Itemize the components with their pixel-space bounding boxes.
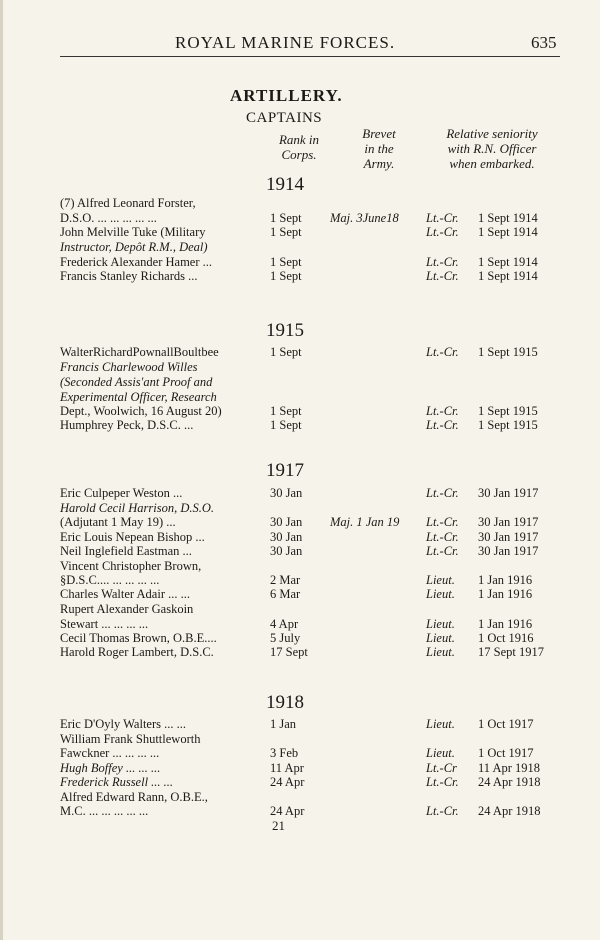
- running-header-title: ROYAL MARINE FORCES.: [175, 33, 396, 52]
- officer-name: WalterRichardPownallBoultbee: [60, 345, 219, 359]
- relative-rank: Lt.-Cr.: [426, 225, 459, 239]
- officer-name: John Melville Tuke (Military: [60, 225, 206, 239]
- year-heading: 1918: [266, 692, 304, 713]
- officer-name: Cecil Thomas Brown, O.B.E....: [60, 631, 217, 645]
- relative-date: 1 Sept 1914: [478, 211, 538, 225]
- relative-rank: Lt.-Cr.: [426, 530, 459, 544]
- relative-rank: Lieut.: [426, 746, 455, 760]
- rank-date: 2 Mar: [270, 573, 301, 587]
- relative-rank: Lt.-Cr.: [426, 418, 459, 432]
- rank-date: 30 Jan: [270, 515, 303, 529]
- section-title: ARTILLERY.: [230, 86, 343, 105]
- officer-name: Charles Walter Adair ... ...: [60, 587, 190, 601]
- rank-date: 1 Sept: [270, 225, 302, 239]
- officer-name: Frederick Russell ... ...: [60, 775, 174, 789]
- relative-date: 1 Sept 1915: [478, 345, 538, 359]
- column-header-rank: [268, 132, 330, 162]
- officer-name: (7) Alfred Leonard Forster,: [60, 196, 196, 210]
- relative-date: 1 Oct 1917: [478, 746, 534, 760]
- rank-date: 17 Sept: [270, 645, 308, 659]
- page-edge: [0, 0, 3, 940]
- relative-date: 24 Apr 1918: [478, 804, 541, 818]
- column-header-relative-line: Relative seniority: [446, 126, 538, 141]
- relative-rank: Lieut.: [426, 717, 455, 731]
- officer-name: (Adjutant 1 May 19) ...: [60, 515, 176, 529]
- officer-name: D.S.O. ... ... ... ... ...: [60, 211, 157, 225]
- relative-rank: Lt.-Cr.: [426, 775, 459, 789]
- relative-date: 1 Oct 1916: [478, 631, 534, 645]
- rank-date: 30 Jan: [270, 544, 303, 558]
- relative-rank: Lt.-Cr.: [426, 255, 459, 269]
- column-header-relative-line: when embarked.: [449, 156, 535, 171]
- rank-date: 4 Apr: [270, 617, 299, 631]
- relative-rank: Lt.-Cr.: [426, 804, 459, 818]
- officer-name: Stewart ... ... ... ...: [60, 617, 149, 631]
- relative-rank: Lt.-Cr.: [426, 486, 459, 500]
- relative-date: 1 Jan 1916: [478, 587, 533, 601]
- year-heading: 1917: [266, 460, 304, 481]
- relative-date: 1 Oct 1917: [478, 717, 534, 731]
- officer-name: Eric Culpeper Weston ...: [60, 486, 183, 500]
- relative-date: 30 Jan 1917: [478, 530, 539, 544]
- column-header-relative: [422, 126, 562, 171]
- relative-rank: Lt.-Cr.: [426, 211, 459, 225]
- column-header-brevet-line: in the: [364, 141, 394, 156]
- column-header-relative-line: with R.N. Officer: [447, 141, 537, 156]
- relative-rank: Lieut.: [426, 587, 455, 601]
- rank-date: 3 Feb: [270, 746, 299, 760]
- officer-name: Frederick Alexander Hamer ...: [60, 255, 213, 269]
- relative-date: 30 Jan 1917: [478, 486, 539, 500]
- relative-date: 1 Sept 1914: [478, 225, 538, 239]
- officer-name: Alfred Edward Rann, O.B.E.,: [60, 790, 208, 804]
- column-header-rank-line: Corps.: [281, 147, 317, 162]
- year-heading: 1914: [266, 174, 304, 195]
- officer-name: Francis Stanley Richards ...: [60, 269, 198, 283]
- officer-name: M.C. ... ... ... ... ...: [60, 804, 149, 818]
- rank-date: 1 Sept: [270, 418, 302, 432]
- column-header-rank-line: Rank in: [278, 132, 320, 147]
- rank-date: 1 Sept: [270, 345, 302, 359]
- officer-name: Francis Charlewood Willes: [60, 360, 198, 374]
- relative-date: 1 Sept 1914: [478, 255, 538, 269]
- brevet-rank: Maj. 3June18: [330, 211, 399, 225]
- rank-date: 30 Jan: [270, 486, 303, 500]
- page-number: 635: [531, 33, 557, 52]
- officer-name: Experimental Officer, Research: [60, 390, 217, 404]
- officer-name: Instructor, Depôt R.M., Deal): [60, 240, 208, 254]
- relative-rank: Lt.-Cr.: [426, 404, 459, 418]
- relative-rank: Lt.-Cr.: [426, 269, 459, 283]
- relative-rank: Lt.-Cr: [426, 761, 457, 775]
- column-header-brevet-line: Army.: [363, 156, 395, 171]
- officer-name: §D.S.C.... ... ... ... ...: [60, 573, 160, 587]
- officer-name: (Seconded Assis'ant Proof and: [60, 375, 213, 389]
- relative-rank: Lt.-Cr.: [426, 345, 459, 359]
- relative-date: 24 Apr 1918: [478, 775, 541, 789]
- rank-date: 6 Mar: [270, 587, 301, 601]
- column-header-brevet-line: Brevet: [362, 126, 396, 141]
- officer-name: Rupert Alexander Gaskoin: [60, 602, 194, 616]
- brevet-rank: Maj. 1 Jan 19: [330, 515, 400, 529]
- relative-rank: Lieut.: [426, 617, 455, 631]
- header-rule: [60, 56, 560, 57]
- officer-name: Dept., Woolwich, 16 August 20): [60, 404, 222, 418]
- relative-rank: Lieut.: [426, 645, 455, 659]
- relative-date: 17 Sept 1917: [478, 645, 544, 659]
- rank-date: 30 Jan: [270, 530, 303, 544]
- year-heading: 1915: [266, 320, 304, 341]
- relative-date: 1 Jan 1916: [478, 617, 533, 631]
- rank-date: 1 Sept: [270, 269, 302, 283]
- officer-name: Harold Roger Lambert, D.S.C.: [60, 645, 214, 659]
- officer-name: Vincent Christopher Brown,: [60, 559, 202, 573]
- officer-name: Eric Louis Nepean Bishop ...: [60, 530, 205, 544]
- rank-date: 1 Sept: [270, 255, 302, 269]
- relative-date: 11 Apr 1918: [478, 761, 541, 775]
- relative-date: 1 Jan 1916: [478, 573, 533, 587]
- column-header-brevet: [344, 126, 414, 171]
- relative-date: 1 Sept 1915: [478, 404, 538, 418]
- rank-date: 24 Apr: [270, 775, 305, 789]
- relative-rank: Lieut.: [426, 573, 455, 587]
- rank-date: 1 Sept: [270, 404, 302, 418]
- relative-rank: Lt.-Cr.: [426, 544, 459, 558]
- officer-name: Humphrey Peck, D.S.C. ...: [60, 418, 194, 432]
- officer-name: Eric D'Oyly Walters ... ...: [60, 717, 186, 731]
- relative-date: 1 Sept 1915: [478, 418, 538, 432]
- officer-name: Fawckner ... ... ... ...: [60, 746, 160, 760]
- relative-rank: Lt.-Cr.: [426, 515, 459, 529]
- officer-name: William Frank Shuttleworth: [60, 732, 201, 746]
- rank-date: 24 Apr: [270, 804, 305, 818]
- relative-date: 30 Jan 1917: [478, 544, 539, 558]
- relative-date: 30 Jan 1917: [478, 515, 539, 529]
- footer-number: 21: [272, 818, 285, 833]
- officer-name: Hugh Boffey ... ... ...: [60, 761, 161, 775]
- rank-date: 11 Apr: [270, 761, 304, 775]
- officer-name: Neil Inglefield Eastman ...: [60, 544, 192, 558]
- rank-date: 1 Sept: [270, 211, 302, 225]
- relative-rank: Lieut.: [426, 631, 455, 645]
- relative-date: 1 Sept 1914: [478, 269, 538, 283]
- rank-date: 1 Jan: [270, 717, 297, 731]
- subsection-title: CAPTAINS: [246, 110, 323, 126]
- officer-name: Harold Cecil Harrison, D.S.O.: [60, 501, 215, 515]
- rank-date: 5 July: [270, 631, 301, 645]
